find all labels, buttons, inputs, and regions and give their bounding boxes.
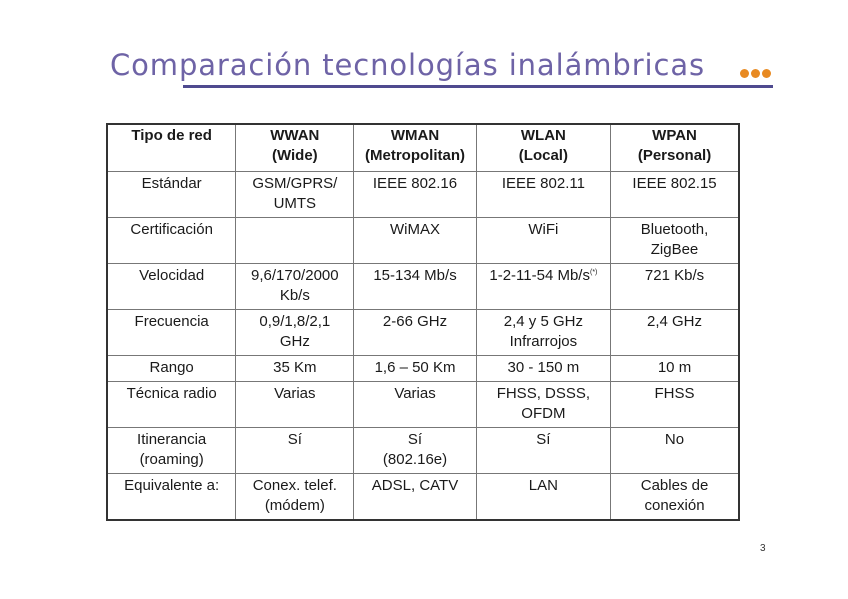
decorative-dots-icon [740,69,776,79]
row-label: Técnica radio [107,382,236,428]
title-underline [183,85,773,88]
dot-2 [751,69,760,78]
dot-1 [740,69,749,78]
header-sublabel: (Metropolitan) [365,147,465,164]
cell-wlan: WiFi [476,218,610,264]
cell-wpan [611,474,739,521]
row-label [107,428,236,474]
header-sublabel: (Personal) [637,147,712,164]
header-label: Tipo de red [131,127,212,144]
cell-wman: IEEE 802.16 [354,172,476,218]
page-number: 3 [760,543,766,554]
cell-wpan: IEEE 802.15 [611,172,739,218]
cell-wlan: Sí [476,428,610,474]
row-label: Velocidad [107,264,236,310]
dot-3 [762,69,771,78]
cell-wwan [236,264,354,310]
cell-line: Bluetooth, [640,221,709,238]
cell-wlan [476,382,610,428]
header-sublabel: (Wide) [271,147,318,164]
cell-wlan [476,310,610,356]
table-row-tecnica-radio [107,382,739,428]
cell-wman: 15-134 Mb/s [354,264,476,310]
cell-wpan: No [611,428,739,474]
table-row-certificacion [107,218,739,264]
cell-line: 1-2-11-54 Mb/s [489,267,590,284]
header-wlan [476,124,610,172]
cell-line: Itinerancia [137,431,207,448]
cell-wwan [236,310,354,356]
cell-line: Kb/s [279,287,310,304]
cell-line: 9,6/170/2000 [251,267,339,284]
row-label: Rango [107,356,236,382]
cell-wwan [236,474,354,521]
cell-wwan: 35 Km [236,356,354,382]
row-label: Frecuencia [107,310,236,356]
cell-line: UMTS [273,195,317,212]
table-row-equivalente [107,474,739,521]
header-label: WWAN [270,127,320,144]
row-label: Certificación [107,218,236,264]
cell-line: 0,9/1,8/2,1 [259,313,331,330]
cell-line: OFDM [521,405,566,422]
table-row-velocidad [107,264,739,310]
cell-wman: ADSL, CATV [354,474,476,521]
header-wpan [611,124,739,172]
cell-line: (módem) [264,497,325,514]
cell-line: (802.16e) [382,451,448,468]
cell-wpan: 2,4 GHz [611,310,739,356]
table-row-rango [107,356,739,382]
cell-wman [354,428,476,474]
cell-wwan: Sí [236,428,354,474]
header-label: WMAN [390,127,440,144]
cell-wlan: 30 - 150 m [476,356,610,382]
cell-wwan: Varias [236,382,354,428]
cell-line: 2,4 y 5 GHz [503,313,583,330]
header-label: WLAN [520,127,566,144]
row-label: Equivalente a: [107,474,236,521]
cell-wman: 1,6 – 50 Km [354,356,476,382]
cell-wwan [236,172,354,218]
row-label: Estándar [107,172,236,218]
cell-wlan [476,264,610,310]
cell-wpan: 10 m [611,356,739,382]
slide-title: Comparación tecnologías inalámbricas [110,48,705,82]
table-header-row [107,124,739,172]
header-wman [354,124,476,172]
cell-wlan: LAN [476,474,610,521]
cell-line: (roaming) [139,451,204,468]
header-network-type [107,124,236,172]
cell-line: conexión [644,497,705,514]
cell-wman: WiMAX [354,218,476,264]
header-sublabel: (Local) [518,147,568,164]
cell-line: Conex. telef. [252,477,337,494]
cell-wman: 2-66 GHz [354,310,476,356]
cell-line: GSM/GPRS/ [252,175,338,192]
cell-line: ZigBee [650,241,699,258]
cell-wpan [611,218,739,264]
cell-wpan: FHSS [611,382,739,428]
table-row-estandar [107,172,739,218]
cell-line: Cables de [640,477,709,494]
table-row-frecuencia [107,310,739,356]
cell-line: GHz [279,333,310,350]
cell-wman: Varias [354,382,476,428]
cell-line: Sí [407,431,423,448]
cell-wlan: IEEE 802.11 [476,172,610,218]
cell-wwan [236,218,354,264]
cell-line: FHSS, DSSS, [496,385,591,402]
header-label: WPAN [652,127,697,144]
comparison-table [106,123,740,521]
cell-line: Infrarrojos [509,333,578,350]
header-wwan [236,124,354,172]
footnote-marker: (*) [589,269,598,276]
table-row-itinerancia [107,428,739,474]
cell-wpan: 721 Kb/s [611,264,739,310]
